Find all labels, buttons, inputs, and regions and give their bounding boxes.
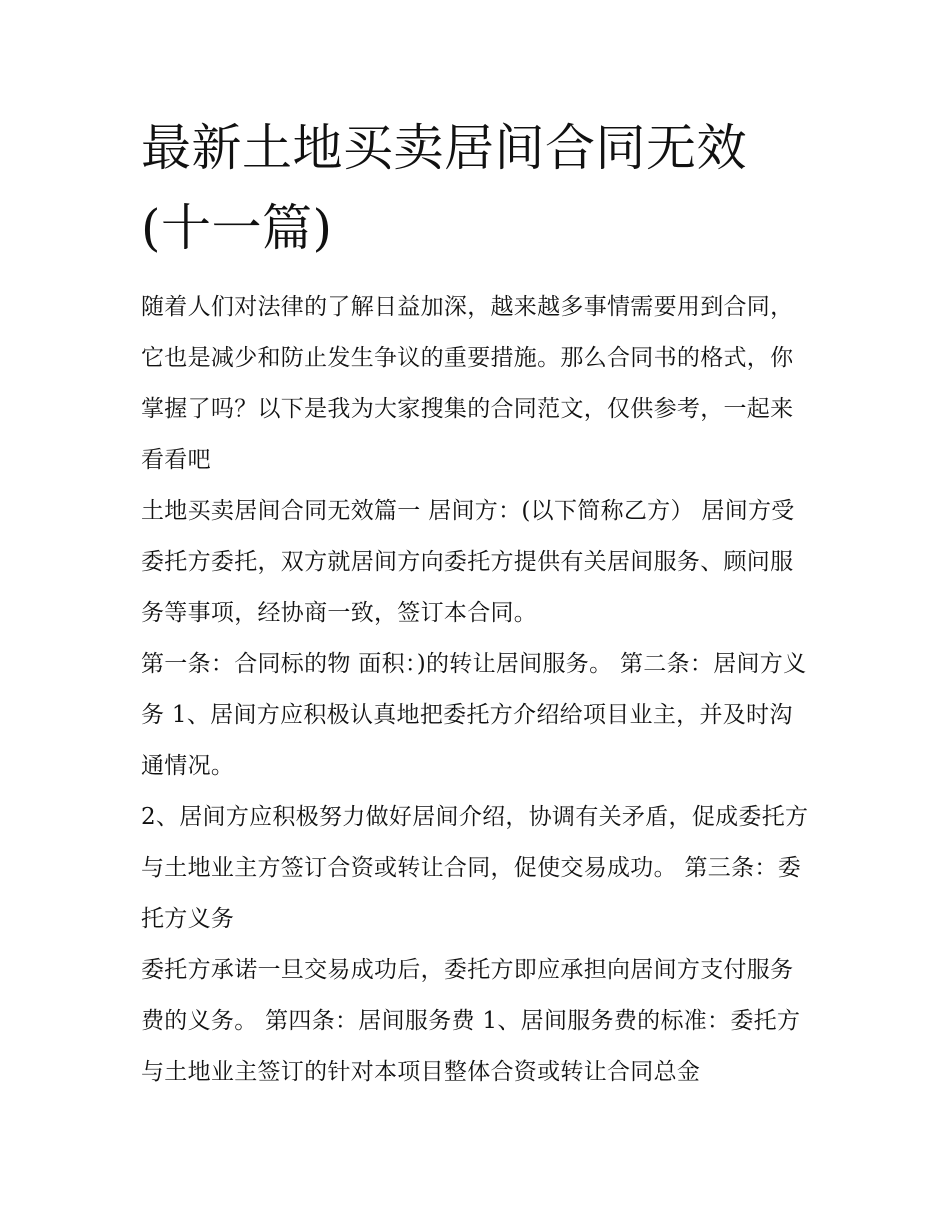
paragraph-article-one-two: 第一条：合同标的物 面积：)的转让居间服务。 第二条：居间方义务 1、居间方应积极认真地把委托方介绍给项目业主，并及时沟通情况。 [141, 651, 807, 779]
document-title: 最新土地买卖居间合同无效(十一篇) [141, 119, 747, 257]
paragraph-part-one: 土地买卖居间合同无效篇一 居间方：(以下简称乙方） 居间方受委托方委托，双方就居间方向委托方提供有关居间服务、顾问服务等事项，经协商一致，签订本合同。 [141, 498, 795, 626]
title-spacer [141, 268, 813, 282]
paragraph-article-two-item-two: 2、居间方应积极努力做好居间介绍，协调有关矛盾，促成委托方与土地业主方签订合资或转让合同，促使交易成功。 第三条：委托方义务 [141, 804, 809, 932]
document-body [141, 108, 813, 1098]
paragraph-article-four: 委托方承诺一旦交易成功后，委托方即应承担向居间方支付服务费的义务。 第四条：居间服务费 1、居间服务费的标准：委托方与土地业主签订的针对本项目整体合资或转让合同总金 [141, 957, 801, 1085]
paragraph-intro: 随着人们对法律的了解日益加深，越来越多事情需要用到合同，它也是减少和防止发生争议的重要措施。那么合同书的格式，你掌握了吗？以下是我为大家搜集的合同范文，仅供参考，一起来看看吧 [141, 294, 794, 473]
